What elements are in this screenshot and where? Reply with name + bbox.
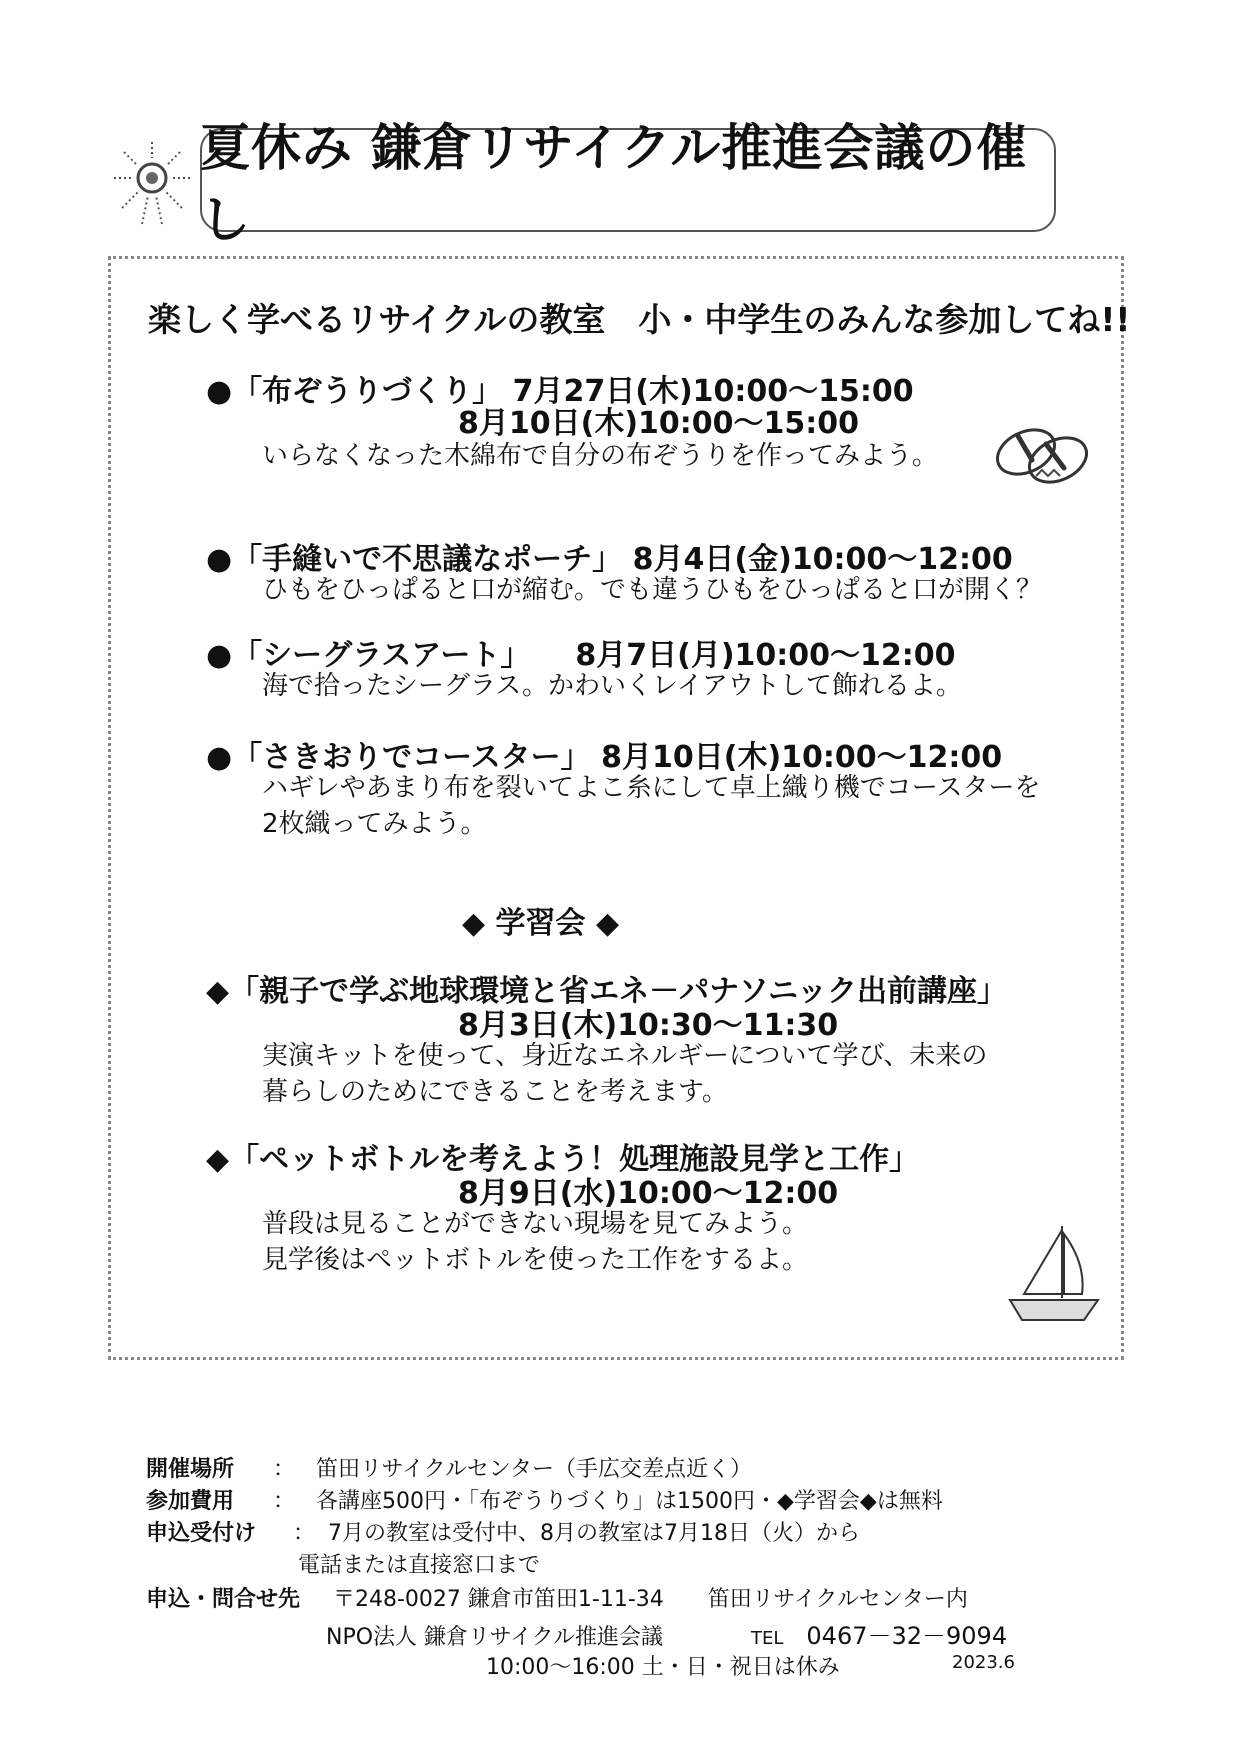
contact-address: 〒248-0027 鎌倉市笛田1-11-34 笛田リサイクルセンター内 [333,1587,968,1612]
workshop-desc: ハギレやあまり布を裂いてよこ糸にして卓上織り機でコースターを [262,773,1041,803]
workshop-date-2: 8月10日(木)10:00～15:00 [458,406,860,441]
page-title: 夏休み 鎌倉リサイクル推進会議の催し [200,119,1028,249]
study-desc: 実演キットを使って、身近なエネルギーについて学び、未来の [262,1041,988,1071]
study-heading: ◆ 学習会 ◆ [462,906,620,941]
colon: ： [273,1457,296,1482]
workshop-title: ●「手縫いで不思議なポーチ」 8月4日(金)10:00～12:00 [206,542,1013,577]
study-desc: 暮らしのためにできることを考えます。 [262,1077,728,1107]
study-title: ◆「親子で学ぶ地球環境と省エネ－パナソニック出前講座」 [206,974,1007,1009]
info-row-apply [146,1516,860,1547]
sun-icon [104,138,200,234]
contact-label: 申込・問合せ先 [146,1587,301,1612]
headline: 楽しく学べるリサイクルの教室 小・中学生のみんな参加してね!! [148,300,1131,339]
workshop-desc: ひもをひっぱると口が縮む。でも違うひもをひっぱると口が開く？ [262,575,1043,605]
workshop-title: ●「シーグラスアート」 8月7日(月)10:00～12:00 [206,638,956,673]
info-row-venue [146,1452,752,1483]
workshop-title: ●「さきおりでコースター」 8月10日(木)10:00～12:00 [206,740,1003,775]
org-name: NPO法人 鎌倉リサイクル推進会議 [326,1625,663,1650]
workshop-desc: 2枚織ってみよう。 [262,809,487,839]
workshop-desc: 海で拾ったシーグラス。かわいくレイアウトして飾れるよ。 [262,671,962,701]
apply-value: 7月の教室は受付中、8月の教室は7月18日（火）から [328,1521,860,1546]
colon: ： [273,1489,296,1514]
workshop-desc: いらなくなった木綿布で自分の布ぞうりを作ってみよう。 [262,441,939,471]
venue-label: 開催場所 [146,1457,235,1482]
study-desc: 見学後はペットボトルを使った工作をするよ。 [262,1245,809,1275]
hours: 10:00～16:00 土・日・祝日は休み [486,1655,840,1680]
info-row-contact [146,1582,968,1613]
study-title: ◆「ペットボトルを考えよう！処理施設見学と工作」 [206,1142,920,1177]
fee-label: 参加費用 [146,1489,235,1514]
apply-label: 申込受付け [146,1521,257,1546]
info-row-org [326,1616,1007,1651]
tel-number: 0467－32－9094 [806,1622,1008,1650]
venue-value: 笛田リサイクルセンター（手広交差点近く） [316,1457,753,1482]
tel-label: TEL [751,1628,784,1649]
study-desc: 普段は見ることができない現場を見てみよう。 [262,1209,809,1239]
workshop-title: ●「布ぞうりづくり」 7月27日(木)10:00～15:00 [206,374,914,409]
fee-value: 各講座500円・「布ぞうりづくり」は1500円・◆学習会◆は無料 [316,1489,943,1514]
sailboat-icon [1004,1220,1104,1330]
apply-value-2: 電話または直接窓口まで [298,1553,541,1578]
study-date: 8月9日(水)10:00～12:00 [458,1176,839,1211]
sandals-icon [988,410,1096,492]
info-row-fee [146,1484,943,1515]
issue-date: 2023.6 [952,1652,1015,1673]
colon: ： [293,1521,316,1546]
study-date: 8月3日(木)10:30～11:30 [458,1008,839,1043]
